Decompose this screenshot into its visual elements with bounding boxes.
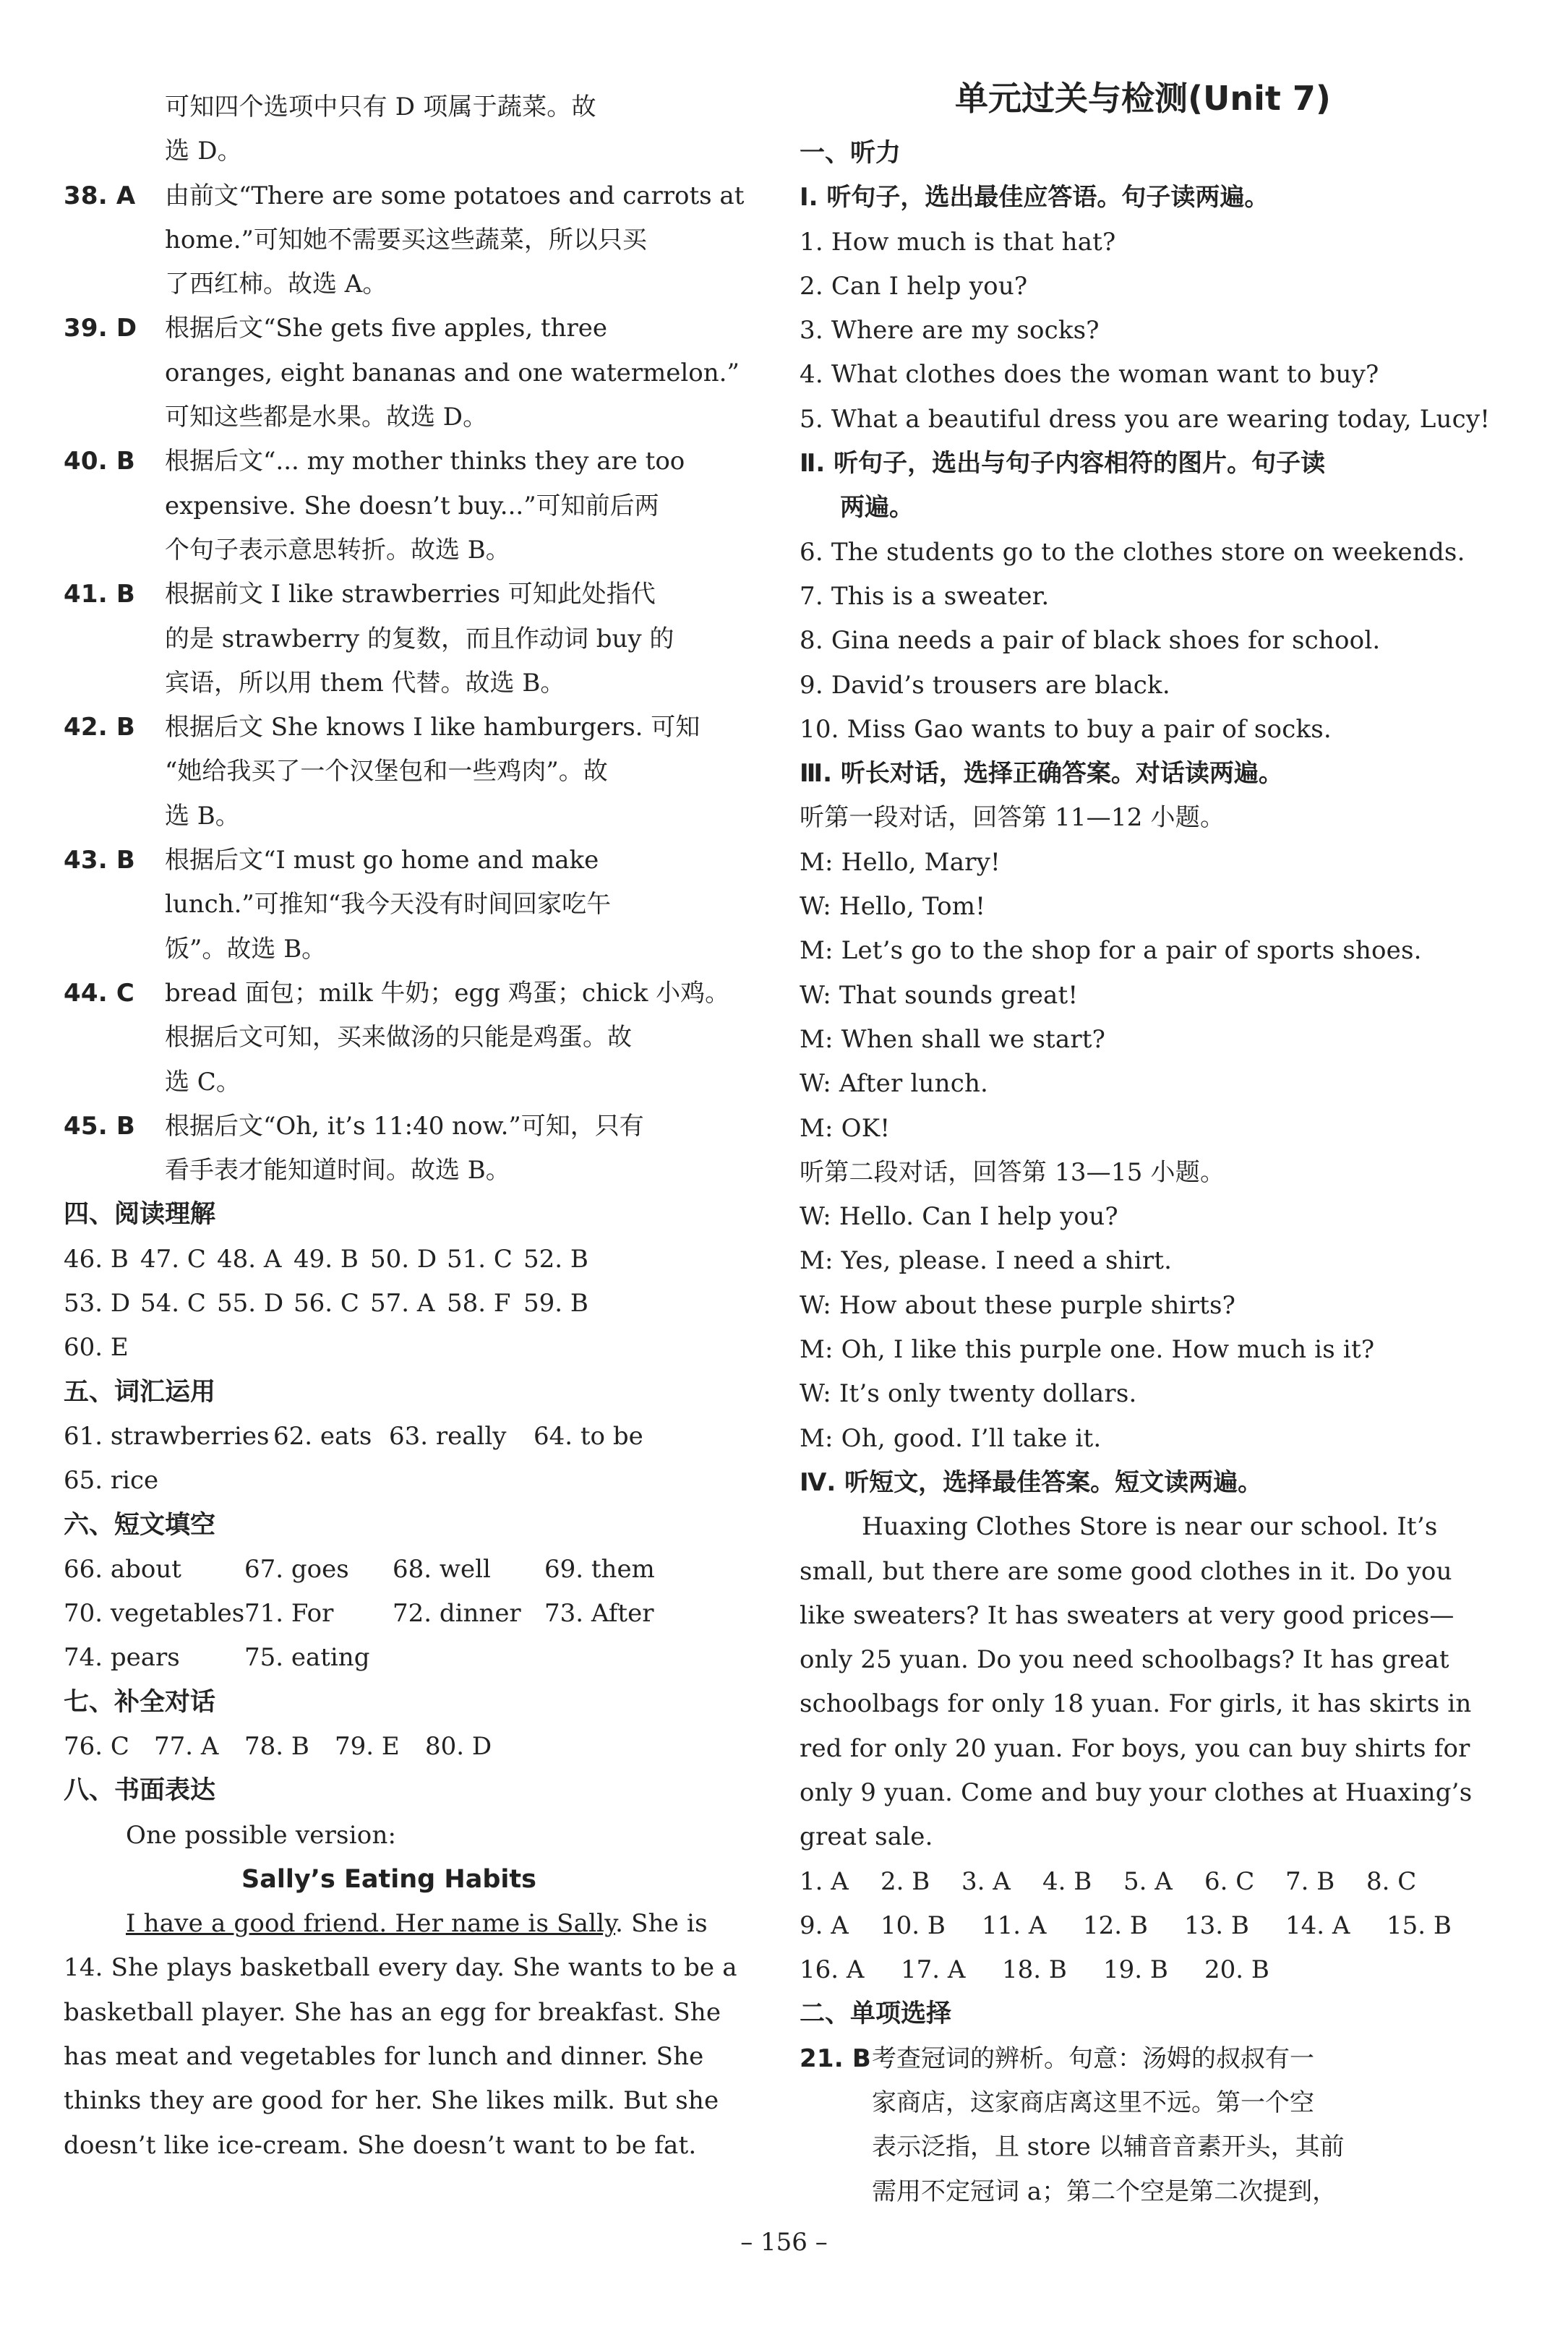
- part-heading-4: Ⅳ. 听短文，选择最佳答案。短文读两遍。: [800, 1467, 1263, 1497]
- answer-21: [800, 2037, 1486, 2214]
- text-line: 家商店，这家商店离这里不远。第一个空: [872, 2088, 1314, 2118]
- answer-item: 80. D: [425, 1731, 492, 1761]
- passage: [800, 1505, 1486, 1859]
- answer-row: [64, 1548, 714, 1592]
- text-line: 7. This is a sweater.: [800, 581, 1050, 611]
- section-heading-listening: 一、听力: [800, 139, 901, 168]
- answer-item: 65. rice: [64, 1466, 159, 1496]
- part-heading-2-cont: 两遍。: [840, 493, 914, 523]
- text-line: 需用不定冠词 a；第二个空是第二次提到，: [872, 2177, 1337, 2206]
- dialogue-intro: 听第一段对话，回答第 11—12 小题。: [800, 803, 1225, 833]
- answer-item: 63. really: [389, 1421, 507, 1451]
- answer-item: 18. B: [1002, 1955, 1067, 1985]
- answer-38: [64, 174, 745, 307]
- answer-number: 42. B: [64, 713, 135, 742]
- text-line: 的是 strawberry 的复数，而且作动词 buy 的: [165, 624, 674, 653]
- text-line: 宾语，所以用 them 代替。故选 B。: [165, 668, 565, 698]
- passage-line: schoolbags for only 18 yuan. For girls, it has skirts in: [800, 1689, 1472, 1719]
- answer-item: 56. C: [294, 1289, 359, 1318]
- text-line: 2. Can I help you?: [800, 271, 1028, 301]
- text-line: 饭”。故选 B。: [165, 934, 327, 964]
- unit-title: 单元过关与检测(Unit 7): [955, 79, 1331, 118]
- part-heading-1: Ⅰ. 听句子，选出最佳应答语。句子读两遍。: [800, 183, 1269, 213]
- text-line: 由前文“There are some potatoes and carrots at: [165, 181, 745, 210]
- answer-item: 59. B: [523, 1289, 588, 1318]
- answer-item: 76. C: [64, 1731, 129, 1761]
- text-line: 根据后文“... my mother thinks they are too: [165, 447, 685, 476]
- text-line: “她给我买了一个汉堡包和一些鸡肉”。故: [165, 757, 608, 786]
- part-heading-2: Ⅱ. 听句子，选出与句子内容相符的图片。句子读: [800, 449, 1326, 479]
- answer-39: [64, 306, 740, 439]
- passage-line: only 25 yuan. Do you need schoolbags? It has great: [800, 1645, 1449, 1675]
- answer-number: 40. B: [64, 447, 135, 476]
- answer-item: 53. D: [64, 1289, 131, 1318]
- text-line: 根据后文可知，买来做汤的只能是鸡蛋。故: [165, 1023, 632, 1052]
- answer-item: 64. to be: [534, 1421, 643, 1451]
- answer-item: 49. B: [294, 1244, 359, 1274]
- text-line: 根据后文 She knows I like hamburgers. 可知: [165, 713, 701, 742]
- answer-row: [800, 1860, 1486, 1904]
- dialogue-line: M: Hello, Mary!: [800, 847, 1001, 877]
- answer-item: 58. F: [447, 1289, 511, 1318]
- answer-item: 78. B: [244, 1731, 309, 1761]
- text-line: 9. David’s trousers are black.: [800, 670, 1170, 700]
- answer-item: 66. about: [64, 1554, 181, 1584]
- passage-line: only 9 yuan. Come and buy your clothes at Huaxing’s: [800, 1777, 1473, 1807]
- right-column: [800, 79, 1491, 2214]
- text-line: expensive. She doesn’t buy...”可知前后两: [165, 491, 659, 520]
- answer-item: 60. E: [64, 1333, 129, 1363]
- answer-item: 71. For: [244, 1599, 334, 1629]
- essay-body: [64, 1902, 737, 2168]
- section-heading-reading: 四、阅读理解: [64, 1200, 216, 1230]
- text-line: 6. The students go to the clothes store on weekends.: [800, 537, 1465, 567]
- essay-intro: One possible version:: [126, 1820, 397, 1850]
- answer-item: 14. A: [1285, 1911, 1350, 1940]
- answer-item: 8. C: [1366, 1866, 1417, 1896]
- essay-line-rest: . She is: [615, 1909, 708, 1939]
- answer-item: 67. goes: [244, 1554, 349, 1584]
- answer-item: 13. B: [1184, 1911, 1249, 1940]
- answer-item: 3. A: [961, 1866, 1011, 1896]
- text-line: 10. Miss Gao wants to buy a pair of socks.: [800, 714, 1332, 744]
- answer-item: 74. pears: [64, 1643, 180, 1673]
- section-heading-writing: 八、书面表达: [64, 1776, 216, 1806]
- dialogue-line: M: OK!: [800, 1113, 891, 1143]
- answer-item: 70. vegetables: [64, 1599, 245, 1629]
- passage-line: red for only 20 yuan. For boys, you can buy shirts for: [800, 1733, 1470, 1763]
- answer-45: [64, 1105, 714, 1193]
- answer-item: 69. them: [544, 1554, 655, 1584]
- answer-number: 41. B: [64, 580, 135, 609]
- text-line: 5. What a beautiful dress you are wearing today, Lucy!: [800, 404, 1491, 434]
- answer-row: [64, 1238, 714, 1282]
- answer-item: 47. C: [140, 1244, 206, 1274]
- passage-line: Huaxing Clothes Store is near our school. It’s: [862, 1512, 1438, 1542]
- answer-item: 68. well: [393, 1554, 491, 1584]
- passage-line: great sale.: [800, 1822, 933, 1852]
- answer-item: 7. B: [1285, 1866, 1335, 1896]
- answer-item: 48. A: [217, 1244, 282, 1274]
- page-number: – 156 –: [740, 2228, 828, 2257]
- answer-42: [64, 706, 714, 839]
- essay-line: basketball player. She has an egg for breakfast. She: [64, 1997, 721, 2027]
- answer-item: 17. A: [901, 1955, 966, 1985]
- answer-row: [64, 1326, 714, 1370]
- text-line: 可知这些都是水果。故选 D。: [165, 403, 488, 432]
- answer-item: 61. strawberries: [64, 1421, 270, 1451]
- dialogue-line: M: Let’s go to the shop for a pair of sports shoes.: [800, 936, 1422, 966]
- dialogue-line: M: Yes, please. I need a shirt.: [800, 1246, 1173, 1276]
- text-line: 8. Gina needs a pair of black shoes for school.: [800, 626, 1381, 656]
- section-heading-cloze: 六、短文填空: [64, 1510, 216, 1540]
- text-line: 了西红柿。故选 A。: [165, 270, 387, 299]
- answer-item: 52. B: [523, 1244, 588, 1274]
- answer-40: [64, 439, 714, 573]
- text-line: 看手表才能知道时间。故选 B。: [165, 1156, 510, 1185]
- dialogue-line: W: It’s only twenty dollars.: [800, 1379, 1137, 1409]
- answer-number: 38. A: [64, 181, 136, 210]
- answer-item: 46. B: [64, 1244, 129, 1274]
- text-line: lunch.”可推知“我今天没有时间回家吃午: [165, 890, 612, 919]
- text-line: 考查冠词的辨析。句意：汤姆的叔叔有一: [872, 2044, 1314, 2073]
- answer-number: 43. B: [64, 846, 135, 875]
- answer-41: [64, 573, 714, 706]
- answer-item: 4. B: [1042, 1866, 1092, 1896]
- answer-item: 62. eats: [273, 1421, 372, 1451]
- essay-title: Sally’s Eating Habits: [241, 1864, 536, 1894]
- answer-item: 16. A: [800, 1955, 865, 1985]
- dialogue-line: M: Oh, I like this purple one. How much is it?: [800, 1335, 1375, 1365]
- text-line: 选 D。: [165, 137, 242, 166]
- dialogue-line: W: Hello, Tom!: [800, 892, 986, 922]
- answer-row: [64, 1459, 714, 1503]
- essay-line: thinks they are good for her. She likes milk. But she: [64, 2086, 719, 2116]
- text-line: bread 面包；milk 牛奶；egg 鸡蛋；chick 小鸡。: [165, 978, 730, 1008]
- answer-item: 19. B: [1103, 1955, 1168, 1985]
- essay-line: has meat and vegetables for lunch and dinner. She: [64, 2042, 704, 2072]
- answer-item: 1. A: [800, 1866, 849, 1896]
- answer-item: 10. B: [881, 1911, 946, 1940]
- answer-number: 21. B: [800, 2044, 871, 2073]
- text-line: 选 C。: [165, 1067, 241, 1097]
- answer-item: 9. A: [800, 1911, 849, 1940]
- section-heading-single-choice: 二、单项选择: [800, 1999, 952, 2029]
- answer-number: 45. B: [64, 1111, 135, 1141]
- answer-item: 55. D: [217, 1289, 284, 1318]
- answer-item: 73. After: [544, 1599, 654, 1629]
- text-line: 表示泛指，且 store 以辅音音素开头，其前: [872, 2132, 1345, 2162]
- answer-item: 6. C: [1204, 1866, 1255, 1896]
- dialogue-line: W: Hello. Can I help you?: [800, 1202, 1118, 1232]
- left-column: [64, 85, 745, 2168]
- answer-row: [64, 1636, 714, 1680]
- answer-row: [64, 1725, 714, 1769]
- text-line: 3. Where are my socks?: [800, 316, 1100, 346]
- answer-item: 77. A: [154, 1731, 219, 1761]
- answer-row: [800, 1948, 1486, 1992]
- text-line: 选 B。: [165, 801, 240, 831]
- text-line: oranges, eight bananas and one watermelon.”: [165, 358, 740, 387]
- answer-44: [64, 972, 730, 1105]
- text-line: 1. How much is that hat?: [800, 227, 1116, 257]
- passage-line: like sweaters? It has sweaters at very good prices—: [800, 1600, 1455, 1630]
- answer-43: [64, 839, 714, 972]
- answer-item: 54. C: [140, 1289, 206, 1318]
- answer-item: 2. B: [881, 1866, 930, 1896]
- answer-item: 57. A: [370, 1289, 435, 1318]
- section-heading-dialogue: 七、补全对话: [64, 1687, 216, 1717]
- text-line: 根据前文 I like strawberries 可知此处指代: [165, 580, 656, 609]
- answer-row: [800, 1904, 1486, 1948]
- text-line: 根据后文“Oh, it’s 11:40 now.”可知，只有: [165, 1111, 644, 1141]
- answer-item: 20. B: [1204, 1955, 1269, 1985]
- answer-item: 12. B: [1083, 1911, 1148, 1940]
- passage-line: small, but there are some good clothes in it. Do you: [800, 1556, 1452, 1586]
- answer-number: 39. D: [64, 314, 137, 343]
- essay-line: doesn’t like ice-cream. She doesn’t want to be fat.: [64, 2130, 697, 2160]
- dialogue-intro: 听第二段对话，回答第 13—15 小题。: [800, 1157, 1225, 1187]
- part-heading-3: Ⅲ. 听长对话，选择正确答案。对话读两遍。: [800, 759, 1283, 789]
- text-line: 4. What clothes does the woman want to buy?: [800, 360, 1379, 390]
- answer-row: [64, 1415, 714, 1459]
- dialogue-line: W: That sounds great!: [800, 980, 1079, 1010]
- answer-item: 5. A: [1123, 1866, 1173, 1896]
- text-line: 可知四个选项中只有 D 项属于蔬菜。故: [165, 93, 596, 121]
- text-line: 根据后文“I must go home and make: [165, 846, 599, 875]
- essay-underlined: I have a good friend. Her name is Sally: [126, 1909, 616, 1939]
- answer-item: 11. A: [982, 1911, 1047, 1940]
- essay-line: [64, 1902, 714, 1946]
- dialogue-line: M: Oh, good. I’ll take it.: [800, 1423, 1102, 1453]
- continuation: [64, 85, 714, 174]
- essay-line: 14. She plays basketball every day. She wants to be a: [64, 1953, 737, 1983]
- text-line: 个句子表示意思转折。故选 B。: [165, 535, 510, 565]
- dialogue-line: W: After lunch.: [800, 1069, 989, 1099]
- section-heading-vocabulary: 五、词汇运用: [64, 1377, 216, 1407]
- answer-item: 51. C: [447, 1244, 513, 1274]
- answer-item: 15. B: [1387, 1911, 1452, 1940]
- answer-item: 50. D: [370, 1244, 437, 1274]
- dialogue-line: M: When shall we start?: [800, 1024, 1106, 1054]
- text-line: 根据后文“She gets five apples, three: [165, 314, 608, 343]
- answer-row: [64, 1282, 714, 1326]
- text-line: home.”可知她不需要买这些蔬菜，所以只买: [165, 225, 647, 254]
- answer-item: 72. dinner: [393, 1599, 521, 1629]
- answer-number: 44. C: [64, 978, 135, 1008]
- dialogue-line: W: How about these purple shirts?: [800, 1290, 1236, 1320]
- answer-item: 79. E: [335, 1731, 400, 1761]
- answer-item: 75. eating: [244, 1643, 370, 1673]
- answer-row: [64, 1592, 714, 1636]
